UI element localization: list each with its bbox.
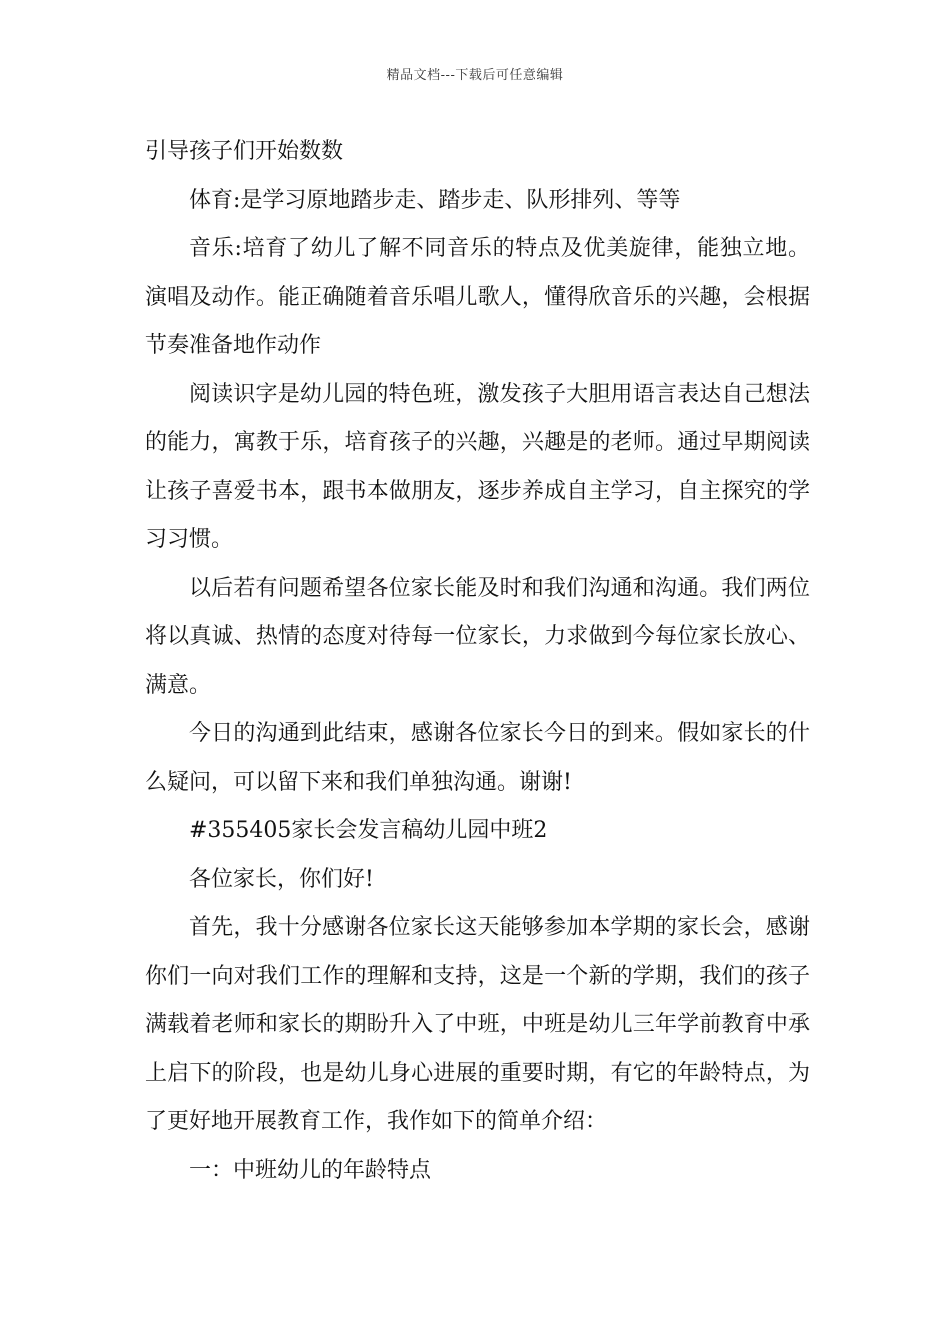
section-title: #355405家长会发言稿幼儿园中班2: [189, 818, 548, 843]
subheading: 一：中班幼儿的年龄特点: [189, 1157, 432, 1183]
greeting: 各位家长，你们好!: [189, 866, 374, 892]
document-body: [145, 128, 810, 1195]
paragraph-4: 阅读识字是幼儿园的特色班，激发孩子大胆用语言表达自己想法的能力，寓教于乐，培育孩子的兴趣，兴趣是的老师。通过早期阅读让孩子喜爱书本，跟书本做朋友，逐步养成自主学习，自主探究的学习习惯。: [145, 381, 810, 552]
paragraph-3: 音乐:培育了幼儿了解不同音乐的特点及优美旋律，能独立地。演唱及动作。能正确随着音乐唱儿歌人，懂得欣音乐的兴趣，会根据节奏准备地作动作: [145, 236, 810, 358]
paragraph-1: 引导孩子们开始数数: [145, 139, 344, 164]
page-header: 精品文档---下载后可任意编辑: [386, 68, 564, 83]
paragraph-9: 首先，我十分感谢各位家长这天能够参加本学期的家长会，感谢你们一向对我们工作的理解和支持，这是一个新的学期，我们的孩子满载着老师和家长的期盼升入了中班，中班是幼儿三年学前教育中承上启下的阶段，也是幼儿身心进展的重要时期，有它的年龄特点，为了更好地开展教育工作，我作如下的简单介绍：: [145, 915, 810, 1134]
paragraph-6: 今日的沟通到此结束，感谢各位家长今日的到来。假如家长的什么疑问，可以留下来和我们单独沟通。谢谢!: [145, 721, 810, 795]
paragraph-5: 以后若有问题希望各位家长能及时和我们沟通和沟通。我们两位将以真诚、热情的态度对待每一位家长，力求做到今每位家长放心、满意。: [145, 575, 810, 698]
paragraph-2: 体育:是学习原地踏步走、踏步走、队形排列、等等: [189, 187, 681, 213]
